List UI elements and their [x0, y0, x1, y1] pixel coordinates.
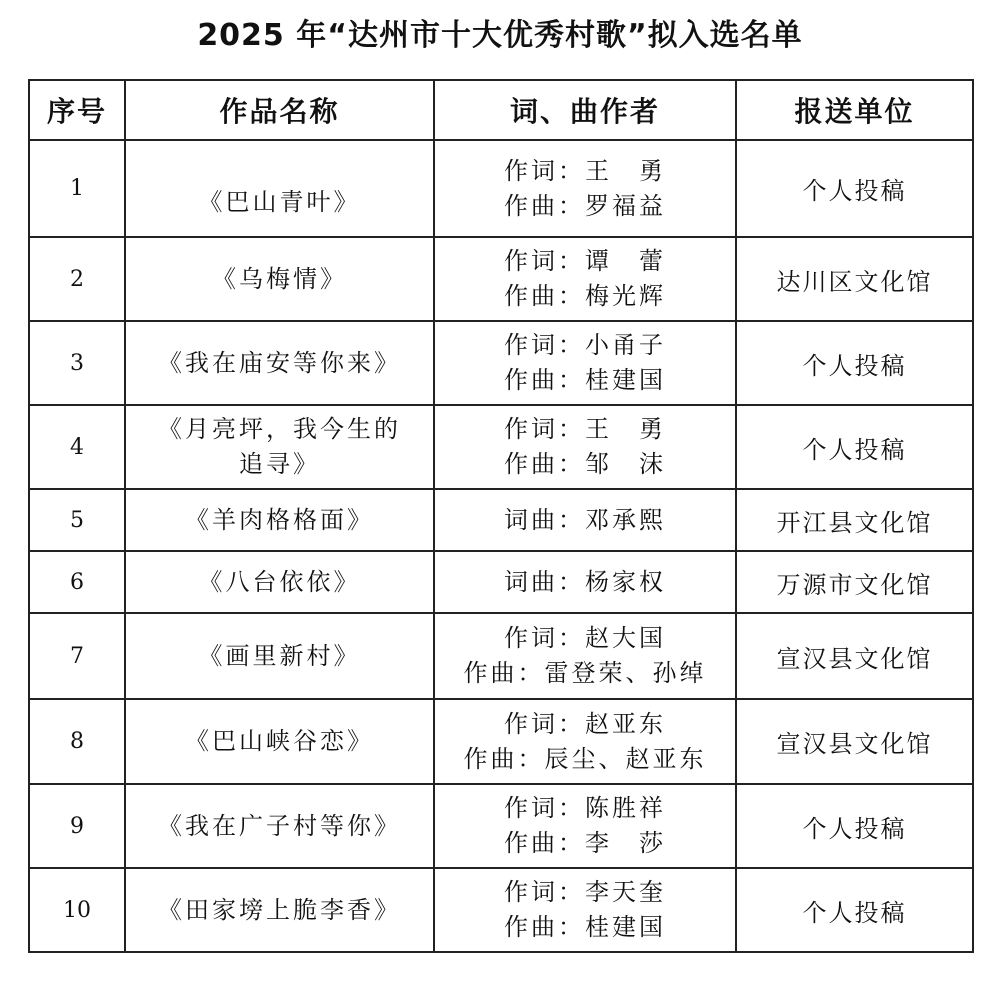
work-title-line: 《我在庙安等你来》: [158, 348, 401, 377]
work-title-line: 《羊肉格格面》: [185, 505, 374, 534]
work-title: [125, 784, 434, 868]
header-number: 序号: [29, 80, 125, 140]
table-row: [29, 613, 973, 699]
table-row: [29, 489, 973, 551]
work-title: [125, 613, 434, 699]
lyricist-line: 作词：王 勇: [504, 415, 666, 444]
credits: [434, 868, 736, 952]
credits: [434, 551, 736, 613]
header-lyricist-composer: 词、曲作者: [434, 80, 736, 140]
lyrics-music-line: 词曲：邓承熙: [504, 505, 666, 534]
submitting-unit: 个人投稿: [736, 321, 973, 405]
header-submitting-unit: 报送单位: [736, 80, 973, 140]
nominee-table: [28, 79, 974, 953]
submitting-unit: 个人投稿: [736, 868, 973, 952]
lyricist-line: 作词：李天奎: [504, 878, 666, 907]
submitting-unit: 宣汉县文化馆: [736, 699, 973, 784]
work-title: [125, 321, 434, 405]
credits: [434, 784, 736, 868]
credits: [434, 140, 736, 237]
table-header-row: [29, 80, 973, 140]
row-number: 7: [29, 613, 125, 699]
composer-line: 作曲：李 莎: [504, 829, 666, 857]
work-title-line: 《巴山青叶》: [198, 188, 361, 217]
document-title: 2025 年“达州市十大优秀村歌”拟入选名单: [197, 18, 803, 53]
work-title-line: 《月亮坪，我今生的: [158, 415, 401, 444]
submitting-unit: 个人投稿: [736, 140, 973, 237]
lyricist-line: 作词：小甬子: [504, 331, 666, 360]
work-title-line: 《田家塝上脆李香》: [158, 895, 401, 924]
row-number: 5: [29, 489, 125, 551]
row-number: 8: [29, 699, 125, 784]
work-title-line: 《画里新村》: [198, 641, 361, 670]
lyrics-music-line: 词曲：杨家权: [504, 567, 666, 596]
composer-line: 作曲：罗福益: [504, 191, 666, 220]
work-title: [125, 551, 434, 613]
composer-line: 作曲：雷登荣、孙绰: [463, 659, 707, 687]
work-title-line: 追寻》: [239, 450, 320, 478]
work-title-line: 《我在广子村等你》: [158, 811, 401, 840]
credits: [434, 699, 736, 784]
credits: [434, 321, 736, 405]
row-number: 2: [29, 237, 125, 321]
row-number: 3: [29, 321, 125, 405]
row-number: 1: [29, 140, 125, 237]
table-row: [29, 140, 973, 237]
composer-line: 作曲：桂建国: [504, 913, 666, 941]
work-title: [125, 868, 434, 952]
lyricist-line: 作词：谭 蕾: [504, 247, 666, 276]
row-number: 6: [29, 551, 125, 613]
submitting-unit: 个人投稿: [736, 405, 973, 489]
table-row: [29, 237, 973, 321]
table-row: [29, 699, 973, 784]
lyricist-line: 作词：赵大国: [504, 624, 666, 653]
lyricist-line: 作词：陈胜祥: [504, 794, 666, 823]
row-number: 9: [29, 784, 125, 868]
lyricist-line: 作词：赵亚东: [504, 709, 666, 738]
composer-line: 作曲：辰尘、赵亚东: [463, 744, 707, 773]
table-row: [29, 784, 973, 868]
row-number: 10: [29, 868, 125, 952]
credits: [434, 613, 736, 699]
submitting-unit: 达川区文化馆: [736, 237, 973, 321]
table-row: [29, 405, 973, 489]
composer-line: 作曲：梅光辉: [504, 282, 666, 310]
composer-line: 作曲：邹 沫: [504, 450, 666, 478]
composer-line: 作曲：桂建国: [504, 366, 666, 394]
credits: [434, 489, 736, 551]
lyricist-line: 作词：王 勇: [504, 156, 666, 185]
submitting-unit: 个人投稿: [736, 784, 973, 868]
work-title-line: 《巴山峡谷恋》: [185, 727, 374, 756]
header-work-title: 作品名称: [125, 80, 434, 140]
submitting-unit: 宣汉县文化馆: [736, 613, 973, 699]
work-title-line: 《八台依依》: [198, 567, 361, 596]
work-title: [125, 140, 434, 237]
table-row: [29, 321, 973, 405]
work-title: [125, 237, 434, 321]
submitting-unit: 开江县文化馆: [736, 489, 973, 551]
credits: [434, 405, 736, 489]
work-title: [125, 699, 434, 784]
work-title-line: 《乌梅情》: [212, 264, 347, 293]
submitting-unit: 万源市文化馆: [736, 551, 973, 613]
work-title: [125, 489, 434, 551]
work-title: [125, 405, 434, 489]
credits: [434, 237, 736, 321]
table-row: [29, 868, 973, 952]
row-number: 4: [29, 405, 125, 489]
table-row: [29, 551, 973, 613]
